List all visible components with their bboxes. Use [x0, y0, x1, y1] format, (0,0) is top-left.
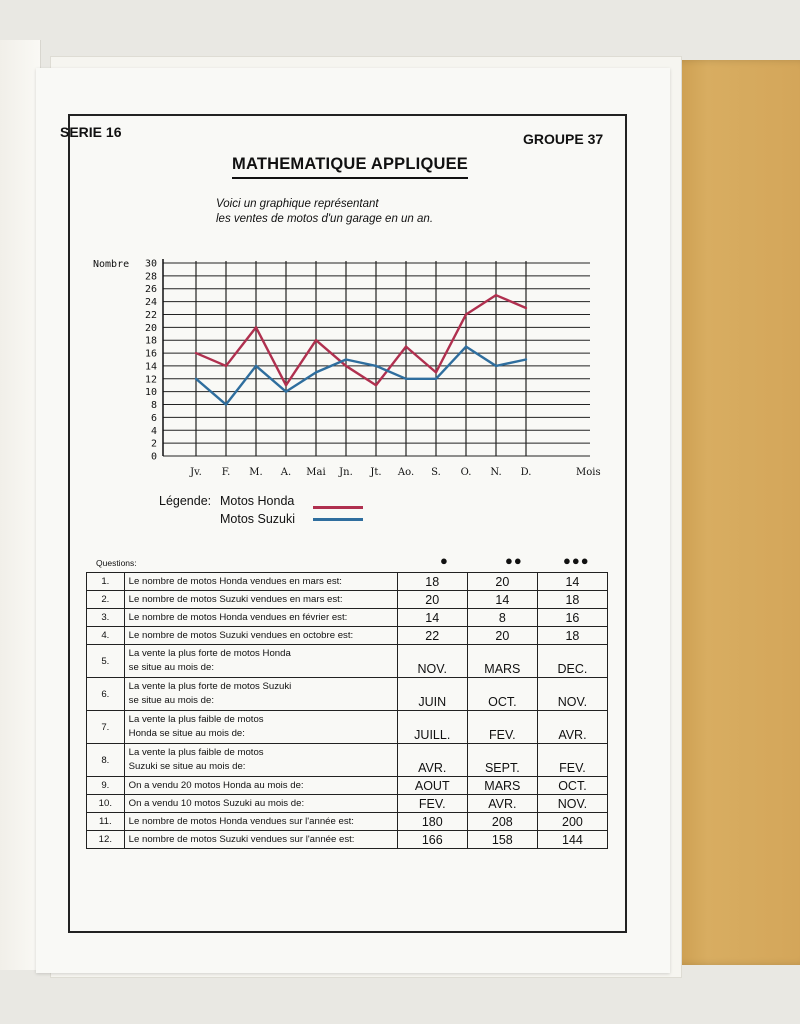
answer-choice[interactable]: 14	[397, 609, 467, 627]
question-text	[124, 795, 397, 813]
answer-choice[interactable]: JUILL.	[397, 711, 467, 744]
answer-choice[interactable]: 20	[467, 627, 537, 645]
question-row	[87, 813, 608, 831]
question-number: 6.	[87, 678, 125, 711]
question-number: 5.	[87, 645, 125, 678]
x-tick-label: A.	[280, 467, 292, 478]
question-row	[87, 627, 608, 645]
question-text-line: La vente la plus faible de motos	[128, 747, 264, 758]
question-text	[124, 645, 397, 678]
x-axis-label: Mois	[576, 467, 601, 478]
y-tick-label: 20	[144, 322, 157, 334]
answer-choice[interactable]: 16	[537, 609, 607, 627]
question-number: 10.	[87, 795, 125, 813]
level-3-dots: ●●●	[563, 553, 590, 568]
legend-prefix: Légende:	[159, 494, 212, 508]
question-text-line: Le nombre de motos Honda vendues en février est:	[128, 611, 348, 623]
x-tick-label: M.	[249, 467, 263, 478]
question-text-line: On a vendu 20 motos Honda au mois de:	[128, 779, 304, 791]
x-tick-label: N.	[490, 467, 502, 478]
honda-data-point	[225, 365, 227, 367]
honda-data-point	[405, 345, 407, 347]
question-number: 2.	[87, 591, 125, 609]
question-text-line: se situe au mois de:	[128, 695, 214, 706]
suzuki-data-point	[345, 358, 347, 360]
intro-line-2: les ventes de motos d'un garage en un an.	[216, 213, 434, 225]
answer-choice[interactable]: NOV.	[537, 795, 607, 813]
y-tick-label: 14	[144, 361, 157, 373]
page-stack-left	[0, 40, 41, 970]
x-tick-label: S.	[431, 467, 441, 478]
honda-data-point	[345, 365, 347, 367]
question-number: 9.	[87, 777, 125, 795]
y-tick-label: 6	[150, 412, 157, 424]
suzuki-data-point	[525, 358, 527, 360]
suzuki-data-point	[495, 365, 497, 367]
question-text-line: La vente la plus faible de motos	[128, 714, 264, 725]
honda-data-point	[435, 371, 437, 373]
answer-choice[interactable]: 14	[467, 591, 537, 609]
answer-choice[interactable]: 180	[397, 813, 467, 831]
answer-choice[interactable]: FEV.	[397, 795, 467, 813]
answer-choice[interactable]: JUIN	[397, 678, 467, 711]
suzuki-data-point	[285, 390, 287, 392]
question-row	[87, 645, 608, 678]
answer-choice[interactable]: MARS	[467, 777, 537, 795]
honda-data-point	[525, 307, 527, 309]
level-2-dots: ●●	[505, 553, 523, 568]
question-text	[124, 831, 397, 849]
question-row	[87, 573, 608, 591]
answer-choice[interactable]: 144	[537, 831, 607, 849]
y-tick-label: 2	[150, 438, 157, 450]
questions-table	[86, 572, 608, 849]
question-row	[87, 678, 608, 711]
answer-choice[interactable]: AVR.	[537, 711, 607, 744]
y-tick-label: 26	[144, 284, 157, 296]
question-row	[87, 777, 608, 795]
y-tick-label: 22	[144, 309, 157, 321]
x-tick-label: Jv.	[190, 467, 202, 478]
question-number: 8.	[87, 744, 125, 777]
y-tick-label: 28	[144, 271, 157, 283]
answer-choice[interactable]: MARS	[467, 645, 537, 678]
question-number: 11.	[87, 813, 125, 831]
honda-data-point	[195, 352, 197, 354]
answer-choice[interactable]: 200	[537, 813, 607, 831]
answer-choice[interactable]: 208	[467, 813, 537, 831]
answer-choice[interactable]: 166	[397, 831, 467, 849]
question-number: 7.	[87, 711, 125, 744]
answer-choice[interactable]: 22	[397, 627, 467, 645]
honda-data-point	[285, 384, 287, 386]
answer-choice[interactable]: 18	[397, 573, 467, 591]
suzuki-data-point	[465, 345, 467, 347]
answer-choice[interactable]: AVR.	[467, 795, 537, 813]
question-row	[87, 831, 608, 849]
suzuki-data-point	[195, 378, 197, 380]
legend-honda-swatch	[313, 506, 363, 509]
suzuki-data-point	[405, 378, 407, 380]
question-text-line: La vente la plus forte de motos Honda	[128, 648, 291, 659]
y-axis-label: Nombre	[93, 259, 130, 270]
answer-choice[interactable]: FEV.	[467, 711, 537, 744]
answer-choice[interactable]: 18	[537, 627, 607, 645]
y-tick-label: 12	[144, 374, 157, 386]
page-title: MATHEMATIQUE APPLIQUEE	[232, 155, 468, 179]
intro-line-1: Voici un graphique représentant	[216, 198, 379, 210]
question-row	[87, 609, 608, 627]
answer-choice[interactable]: AVR.	[397, 744, 467, 777]
question-row	[87, 795, 608, 813]
question-text	[124, 711, 397, 744]
question-text	[124, 573, 397, 591]
question-text-line: On a vendu 10 motos Suzuki au mois de:	[128, 797, 305, 809]
question-text-line: se situe au mois de:	[128, 662, 214, 673]
legend-suzuki-swatch	[313, 518, 363, 521]
answer-choice[interactable]: SEPT.	[467, 744, 537, 777]
answer-choice[interactable]: 8	[467, 609, 537, 627]
question-text-line: Le nombre de motos Suzuki vendues en octobre est:	[128, 629, 354, 641]
question-text-line: Honda se situe au mois de:	[128, 728, 245, 739]
honda-data-point	[315, 339, 317, 341]
x-tick-label: Mai	[306, 467, 326, 478]
question-number: 4.	[87, 627, 125, 645]
serie-label: SERIE 16	[60, 124, 122, 140]
answer-choice[interactable]: 18	[537, 591, 607, 609]
question-row	[87, 591, 608, 609]
question-number: 3.	[87, 609, 125, 627]
honda-data-point	[375, 384, 377, 386]
question-number: 1.	[87, 573, 125, 591]
question-text	[124, 591, 397, 609]
y-tick-label: 18	[144, 335, 157, 347]
honda-data-point	[465, 313, 467, 315]
answer-choice[interactable]: OCT.	[537, 777, 607, 795]
answer-choice[interactable]: 14	[537, 573, 607, 591]
question-text	[124, 813, 397, 831]
question-text	[124, 609, 397, 627]
suzuki-data-point	[225, 403, 227, 405]
question-number: 12.	[87, 831, 125, 849]
question-text-line: Le nombre de motos Suzuki vendues sur l'année est:	[128, 833, 355, 845]
question-text	[124, 777, 397, 795]
y-tick-label: 16	[144, 348, 157, 360]
y-tick-label: 10	[144, 387, 157, 399]
y-tick-label: 8	[150, 400, 157, 412]
honda-data-point	[255, 326, 257, 328]
legend-suzuki-label: Motos Suzuki	[220, 512, 296, 526]
honda-data-point	[495, 294, 497, 296]
x-tick-label: Ao.	[397, 467, 415, 478]
suzuki-data-point	[435, 378, 437, 380]
y-tick-label: 30	[144, 258, 157, 270]
question-row	[87, 711, 608, 744]
groupe-label: GROUPE 37	[523, 131, 604, 147]
suzuki-data-point	[375, 365, 377, 367]
question-text-line: Le nombre de motos Honda vendues sur l'année est:	[128, 815, 354, 827]
answer-choice[interactable]: NOV.	[537, 678, 607, 711]
folder-cover	[668, 60, 800, 965]
question-text-line: Le nombre de motos Honda vendues en mars est:	[128, 575, 342, 587]
answer-choice[interactable]: AOUT	[397, 777, 467, 795]
answer-choice[interactable]: DEC.	[537, 645, 607, 678]
x-tick-label: Jn.	[339, 467, 353, 478]
question-text-line: La vente la plus forte de motos Suzuki	[128, 681, 292, 692]
x-tick-label: O.	[460, 467, 472, 478]
x-tick-label: F.	[221, 467, 231, 478]
answer-choice[interactable]: OCT.	[467, 678, 537, 711]
question-text-line: Le nombre de motos Suzuki vendues en mars est:	[128, 593, 343, 605]
y-tick-label: 4	[150, 425, 157, 437]
level-1-dots: ●	[440, 553, 449, 568]
suzuki-data-point	[255, 365, 257, 367]
answer-choice[interactable]: FEV.	[537, 744, 607, 777]
legend-honda-label: Motos Honda	[220, 494, 295, 508]
question-text	[124, 744, 397, 777]
suzuki-data-point	[315, 371, 317, 373]
y-tick-label: 24	[144, 297, 157, 309]
answer-choice[interactable]: 20	[397, 591, 467, 609]
question-text-line: Suzuki se situe au mois de:	[128, 761, 246, 772]
answer-choice[interactable]: NOV.	[397, 645, 467, 678]
question-text	[124, 678, 397, 711]
questions-heading: Questions:	[96, 558, 137, 568]
x-tick-label: D.	[520, 467, 532, 478]
sales-line-chart	[80, 250, 620, 485]
y-tick-label: 0	[150, 451, 157, 463]
question-row	[87, 744, 608, 777]
question-text	[124, 627, 397, 645]
answer-choice[interactable]: 20	[467, 573, 537, 591]
x-tick-label: Jt.	[370, 467, 382, 478]
intro-text	[216, 197, 433, 227]
answer-choice[interactable]: 158	[467, 831, 537, 849]
